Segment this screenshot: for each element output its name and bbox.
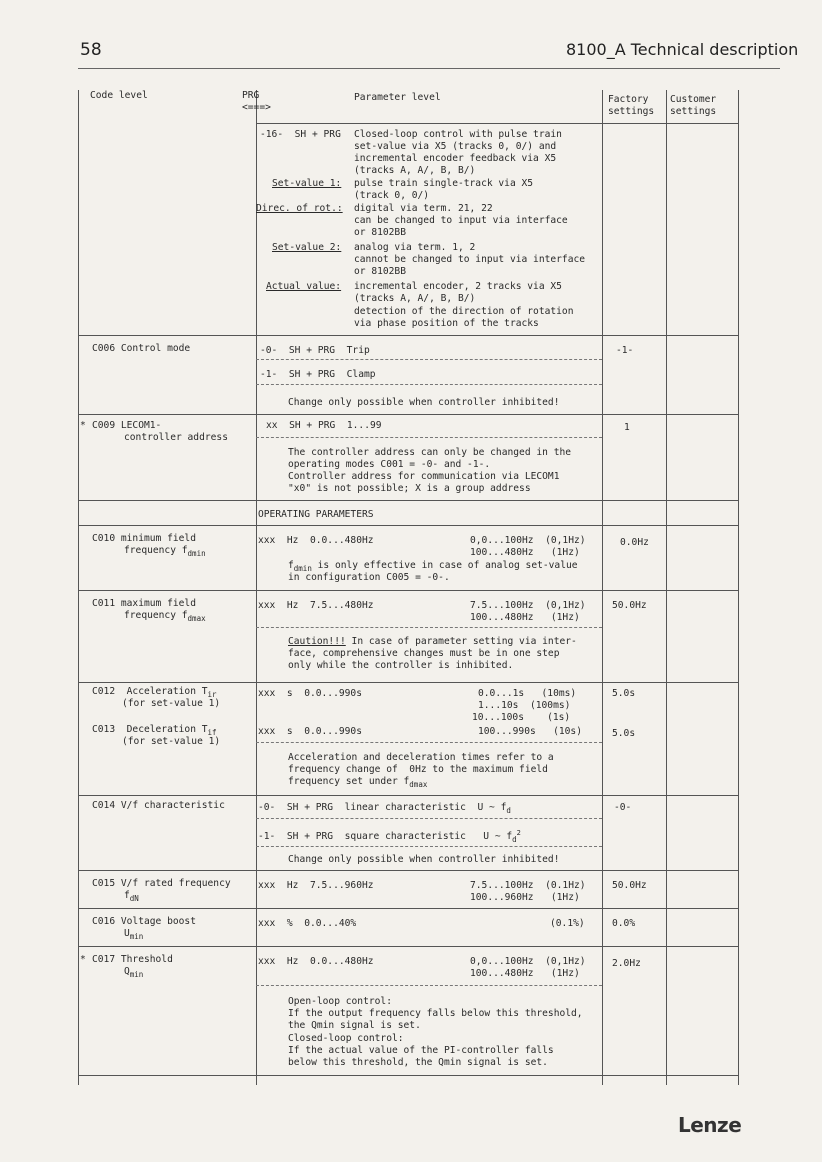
c011-prg: xxx Hz 7.5...480Hz bbox=[258, 600, 374, 611]
parameter-table bbox=[78, 90, 740, 1085]
c010-note-text: is only effective in case of analog set-value bbox=[311, 560, 578, 571]
code-c012-label: C012 Acceleration T bbox=[92, 686, 208, 697]
c017-factory-setting: 2.0Hz bbox=[612, 958, 641, 969]
c014-option-0-subscript: d bbox=[506, 806, 511, 815]
set-value-2-text: cannot be changed to input via interface bbox=[354, 254, 586, 265]
page-number: 58 bbox=[80, 40, 102, 60]
option-16-text: Closed-loop control with pulse train bbox=[354, 129, 562, 140]
accel-note bbox=[288, 776, 427, 790]
c010-factory-setting: 0.0Hz bbox=[620, 537, 649, 548]
c016-factory-setting: 0.0% bbox=[612, 918, 636, 929]
c017-note: below this threshold, the Qmin signal is set. bbox=[288, 1057, 548, 1068]
code-c009-line-2: controller address bbox=[124, 432, 228, 443]
column-header-factory-2: settings bbox=[608, 106, 655, 117]
c017-note: the Qmin signal is set. bbox=[288, 1020, 421, 1031]
table-bottom-border bbox=[78, 1075, 738, 1076]
c009-factory-setting: 1 bbox=[624, 422, 630, 433]
header-divider bbox=[256, 123, 738, 124]
set-value-1-label: Set-value 1: bbox=[272, 178, 342, 189]
actual-value-label: Actual value: bbox=[266, 281, 342, 292]
accel-note-subscript: dmax bbox=[409, 780, 428, 789]
c015-range: 7.5...100Hz (0.1Hz) bbox=[470, 880, 586, 891]
row-divider bbox=[78, 335, 738, 336]
actual-value-text: via phase position of the tracks bbox=[354, 318, 539, 329]
c011-note: only while the controller is inhibited. bbox=[288, 660, 514, 671]
column-header-prg-arrow: <===> bbox=[242, 102, 271, 113]
code-c010: C010 minimum field bbox=[92, 533, 196, 544]
set-value-1-text: (track 0, 0/) bbox=[354, 190, 430, 201]
code-c012-subscript: ir bbox=[207, 690, 217, 699]
c017-star: * bbox=[80, 954, 86, 965]
c013-factory-setting: 5.0s bbox=[612, 728, 636, 739]
c014-option-0 bbox=[258, 802, 511, 816]
c014-option-1-text: -1- SH + PRG square characteristic U ~ f bbox=[258, 831, 513, 842]
option-16-prg: -16- SH + PRG bbox=[260, 129, 341, 140]
accel-note: frequency change of 0Hz to the maximum field bbox=[288, 764, 548, 775]
c011-note-text: In case of parameter setting via inter- bbox=[345, 636, 577, 647]
c013-prg: xxx s 0.0...990s bbox=[258, 726, 362, 737]
c011-range: 7.5...100Hz (0,1Hz) bbox=[470, 600, 586, 611]
accel-note-text: frequency set under f bbox=[288, 776, 410, 787]
code-c011-symbol: frequency f bbox=[124, 610, 188, 621]
code-c015-symbol: f bbox=[124, 890, 130, 901]
dashed-divider bbox=[256, 437, 602, 438]
code-c012-line-2: (for set-value 1) bbox=[122, 698, 221, 709]
table-border-right bbox=[738, 90, 739, 1085]
code-c011: C011 maximum field bbox=[92, 598, 196, 609]
c012-range: 10...100s (1s) bbox=[472, 712, 571, 723]
c011-range: 100...480Hz (1Hz) bbox=[470, 612, 580, 623]
row-divider bbox=[78, 500, 738, 501]
c012-range: 0.0...1s (10ms) bbox=[478, 688, 577, 699]
c009-star: * bbox=[80, 420, 86, 431]
row-divider bbox=[78, 946, 738, 947]
c017-range: 100...480Hz (1Hz) bbox=[470, 968, 580, 979]
direction-of-rotation-text: can be changed to input via interface bbox=[354, 215, 568, 226]
column-header-param: Parameter level bbox=[354, 92, 441, 103]
c015-factory-setting: 50.0Hz bbox=[612, 880, 647, 891]
code-c015-subscript: dN bbox=[129, 894, 139, 903]
dashed-divider bbox=[256, 818, 602, 819]
code-c011-subscript: dmax bbox=[187, 614, 206, 623]
code-c015: C015 V/f rated frequency bbox=[92, 878, 231, 889]
c011-note bbox=[288, 636, 577, 647]
c010-range: 0,0...100Hz (0,1Hz) bbox=[470, 535, 586, 546]
c015-range: 100...960Hz (1Hz) bbox=[470, 892, 580, 903]
code-c010-subscript: dmin bbox=[187, 549, 206, 558]
c011-factory-setting: 50.0Hz bbox=[612, 600, 647, 611]
c016-range: (0.1%) bbox=[550, 918, 585, 929]
dashed-divider bbox=[256, 359, 602, 360]
c012-range: 1...10s (100ms) bbox=[478, 700, 571, 711]
code-c017-subscript: min bbox=[129, 970, 144, 979]
c017-prg: xxx Hz 0.0...480Hz bbox=[258, 956, 374, 967]
row-divider bbox=[78, 590, 738, 591]
direction-of-rotation-text: digital via term. 21, 22 bbox=[354, 203, 493, 214]
row-divider bbox=[78, 795, 738, 796]
c009-prg: xx SH + PRG 1...99 bbox=[266, 420, 382, 431]
set-value-1-text: pulse train single-track via X5 bbox=[354, 178, 534, 189]
c012-prg: xxx s 0.0...990s bbox=[258, 688, 362, 699]
code-c016-symbol: U bbox=[124, 928, 130, 939]
row-divider bbox=[78, 870, 738, 871]
c014-option-1 bbox=[258, 828, 521, 845]
row-divider bbox=[78, 908, 738, 909]
c009-note: "x0" is not possible; X is a group address bbox=[288, 483, 531, 494]
c014-factory-setting: -0- bbox=[614, 802, 632, 813]
column-header-customer-2: settings bbox=[670, 106, 717, 117]
code-c009: C009 LECOM1- bbox=[92, 420, 162, 431]
lenze-logo: Lenze bbox=[678, 1113, 742, 1137]
option-16-text: (tracks A, A/, B, B/) bbox=[354, 165, 476, 176]
c017-note: If the output frequency falls below this threshold, bbox=[288, 1008, 583, 1019]
code-c016-subscript: min bbox=[129, 932, 144, 941]
actual-value-text: detection of the direction of rotation bbox=[354, 306, 574, 317]
header-rule bbox=[78, 68, 780, 69]
direction-of-rotation-text: or 8102BB bbox=[354, 227, 406, 238]
c010-note: in configuration C005 = -0-. bbox=[288, 572, 450, 583]
set-value-2-text: analog via term. 1, 2 bbox=[354, 242, 476, 253]
dashed-divider bbox=[256, 627, 602, 628]
option-16-text: set-value via X5 (tracks 0, 0/) and bbox=[354, 141, 557, 152]
column-divider-factory bbox=[602, 90, 603, 1085]
row-divider bbox=[78, 525, 738, 526]
row-divider bbox=[78, 414, 738, 415]
c006-option-1: -1- SH + PRG Clamp bbox=[260, 369, 376, 380]
code-c015-line-2 bbox=[124, 890, 139, 904]
column-header-code: Code level bbox=[90, 90, 148, 101]
c013-range: 100...990s (10s) bbox=[478, 726, 582, 737]
c006-factory-setting: -1- bbox=[616, 345, 634, 356]
table-border-left bbox=[78, 90, 79, 1085]
code-c017-symbol: Q bbox=[124, 966, 130, 977]
accel-note: Acceleration and deceleration times refer to a bbox=[288, 752, 554, 763]
code-c006: C006 Control mode bbox=[92, 343, 191, 354]
c014-option-0-text: -0- SH + PRG linear characteristic U ~ f bbox=[258, 802, 507, 813]
c006-option-0: -0- SH + PRG Trip bbox=[260, 345, 370, 356]
column-header-prg: PRG bbox=[242, 90, 260, 101]
dashed-divider bbox=[256, 985, 602, 986]
c014-option-1-subscript: d bbox=[512, 835, 517, 844]
c014-note: Change only possible when controller inhibited! bbox=[288, 854, 560, 865]
code-c014: C014 V/f characteristic bbox=[92, 800, 225, 811]
caution-label: Caution!!! bbox=[288, 636, 346, 647]
c010-note-symbol: f bbox=[288, 560, 294, 571]
column-header-customer: Customer bbox=[670, 94, 717, 105]
row-divider bbox=[78, 682, 738, 683]
code-c016: C016 Voltage boost bbox=[92, 916, 196, 927]
code-c013-line-2: (for set-value 1) bbox=[122, 736, 221, 747]
c009-note: operating modes C001 = -0- and -1-. bbox=[288, 459, 491, 470]
actual-value-text: (tracks A, A/, B, B/) bbox=[354, 293, 476, 304]
c017-note: Open-loop control: bbox=[288, 996, 392, 1007]
column-header-factory: Factory bbox=[608, 94, 649, 105]
direction-of-rotation-label: Direc. of rot.: bbox=[256, 203, 343, 214]
code-c017: C017 Threshold bbox=[92, 954, 173, 965]
set-value-2-text: or 8102BB bbox=[354, 266, 406, 277]
c010-prg: xxx Hz 0.0...480Hz bbox=[258, 535, 374, 546]
code-c010-symbol: frequency f bbox=[124, 545, 188, 556]
c006-note: Change only possible when controller inhibited! bbox=[288, 397, 560, 408]
c014-option-1-superscript: 2 bbox=[516, 829, 521, 837]
code-c013-label: C013 Deceleration T bbox=[92, 724, 208, 735]
code-c010-line-2 bbox=[124, 545, 206, 559]
c010-note-subscript: dmin bbox=[293, 564, 312, 573]
dashed-divider bbox=[256, 846, 602, 847]
dashed-divider bbox=[256, 742, 602, 743]
column-divider-customer bbox=[666, 90, 667, 1085]
c017-note: Closed-loop control: bbox=[288, 1033, 404, 1044]
c009-note: The controller address can only be changed in the bbox=[288, 447, 572, 458]
dashed-divider bbox=[256, 384, 602, 385]
code-c013-subscript: if bbox=[207, 728, 217, 737]
set-value-2-label: Set-value 2: bbox=[272, 242, 342, 253]
page-title: 8100_A Technical description bbox=[566, 40, 799, 59]
c015-prg: xxx Hz 7.5...960Hz bbox=[258, 880, 374, 891]
c009-note: Controller address for communication via LECOM1 bbox=[288, 471, 560, 482]
c010-range: 100...480Hz (1Hz) bbox=[470, 547, 580, 558]
c017-note: If the actual value of the PI-controller falls bbox=[288, 1045, 554, 1056]
code-c011-line-2 bbox=[124, 610, 206, 624]
code-c017-line-2 bbox=[124, 966, 143, 980]
actual-value-text: incremental encoder, 2 tracks via X5 bbox=[354, 281, 562, 292]
option-16-text: incremental encoder feedback via X5 bbox=[354, 153, 557, 164]
c016-prg: xxx % 0.0...40% bbox=[258, 918, 357, 929]
c017-range: 0,0...100Hz (0,1Hz) bbox=[470, 956, 586, 967]
section-heading-operating-parameters: OPERATING PARAMETERS bbox=[258, 509, 374, 520]
code-c016-line-2 bbox=[124, 928, 143, 942]
c012-factory-setting: 5.0s bbox=[612, 688, 636, 699]
column-divider-code bbox=[256, 90, 257, 1085]
c011-note: face, comprehensive changes must be in one step bbox=[288, 648, 560, 659]
